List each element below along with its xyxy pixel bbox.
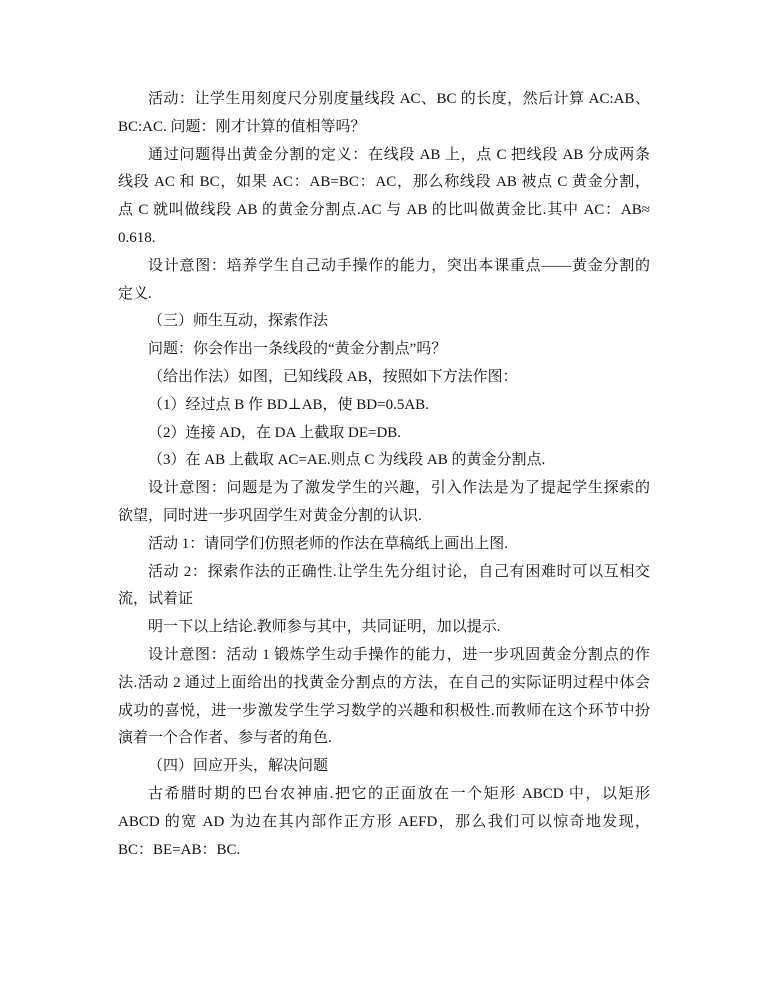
text-line: 活动 2：探索作法的正确性.让学生先分组讨论，自己有困难时可以互相交 bbox=[148, 563, 650, 580]
paragraph-design-intent-1 bbox=[118, 253, 650, 309]
paragraph-design-intent-2 bbox=[118, 475, 650, 531]
text-line: 线段 AC 和 BC，如果 AC：AB=BC：AC，那么称线段 AB 被点 C 黄金分割， bbox=[118, 174, 650, 191]
text-line: 流，试着证 bbox=[118, 591, 194, 608]
text-line: （3）在 AB 上截取 AC=AE.则点 C 为线段 AB 的黄金分割点. bbox=[148, 452, 546, 469]
paragraph-question bbox=[118, 336, 650, 364]
paragraph-activity-1 bbox=[118, 531, 650, 559]
section-heading: （三）师生互动，探索作法 bbox=[148, 313, 329, 330]
text-line: 演着一个合作者、参与者的角色. bbox=[118, 730, 332, 747]
text-line: 设计意图：培养学生自己动手操作的能力，突出本课重点——黄金分割的 bbox=[148, 257, 650, 274]
text-line: （1）经过点 B 作 BD⊥AB，使 BD=0.5AB. bbox=[148, 396, 429, 413]
text-line: 设计意图：活动 1 锻炼学生动手操作的能力，进一步巩固黄金分割点的作 bbox=[148, 646, 650, 663]
text-line: ABCD 的宽 AD 为边在其内部作正方形 AEFD，那么我们可以惊奇地发现， bbox=[118, 813, 650, 830]
text-line: 0.618. bbox=[118, 229, 156, 246]
paragraph-parthenon bbox=[118, 781, 650, 864]
section-heading-4 bbox=[118, 753, 650, 781]
text-line: 问题：你会作出一条线段的“黄金分割点”吗？ bbox=[148, 341, 447, 358]
text-line: BC：BE=AB：BC. bbox=[118, 841, 241, 858]
construction-step-3 bbox=[118, 447, 650, 475]
text-line: 古希腊时期的巴台农神庙.把它的正面放在一个矩形 ABCD 中，以矩形 bbox=[148, 785, 650, 802]
paragraph-design-intent-3 bbox=[118, 642, 650, 753]
text-line: 设计意图：问题是为了激发学生的兴趣，引入作法是为了提起学生探索的 bbox=[148, 480, 650, 497]
construction-step-2 bbox=[118, 420, 650, 448]
paragraph-activity-measure bbox=[118, 86, 650, 142]
construction-step-1 bbox=[118, 392, 650, 420]
text-line: 定义. bbox=[118, 285, 152, 302]
text-line: （给出作法）如图，已知线段 AB，按照如下方法作图： bbox=[148, 368, 518, 385]
paragraph-proof-note bbox=[118, 614, 650, 642]
text-line: （2）连接 AD，在 DA 上截取 DE=DB. bbox=[148, 424, 402, 441]
text-line: 欲望，同时进一步巩固学生对黄金分割的认识. bbox=[118, 507, 422, 524]
document-body bbox=[118, 86, 650, 864]
text-line: 明一下以上结论.教师参与其中，共同证明，加以提示. bbox=[148, 619, 501, 636]
text-line: BC:AC. 问题：刚才计算的值相等吗？ bbox=[118, 118, 366, 135]
text-line: 活动：让学生用刻度尺分别度量线段 AC、BC 的长度，然后计算 AC:AB、 bbox=[148, 91, 650, 107]
paragraph-golden-section-definition bbox=[118, 142, 650, 253]
section-heading: （四）回应开头，解决问题 bbox=[148, 758, 329, 775]
text-line: 点 C 就叫做线段 AB 的黄金分割点.AC 与 AB 的比叫做黄金比.其中 AC：AB≈ bbox=[118, 202, 650, 219]
text-line: 法.活动 2 通过上面给出的找黄金分割点的方法，在自己的实际证明过程中体会 bbox=[118, 674, 650, 691]
paragraph-activity-2 bbox=[118, 559, 650, 615]
section-heading-3 bbox=[118, 308, 650, 336]
text-line: 通过问题得出黄金分割的定义：在线段 AB 上，点 C 把线段 AB 分成两条 bbox=[148, 146, 650, 163]
text-line: 成功的喜悦，进一步激发学生学习数学的兴趣和积极性.而教师在这个环节中扮 bbox=[118, 702, 650, 719]
paragraph-construction-intro bbox=[118, 364, 650, 392]
text-line: 活动 1：请同学们仿照老师的作法在草稿纸上画出上图. bbox=[148, 535, 509, 552]
